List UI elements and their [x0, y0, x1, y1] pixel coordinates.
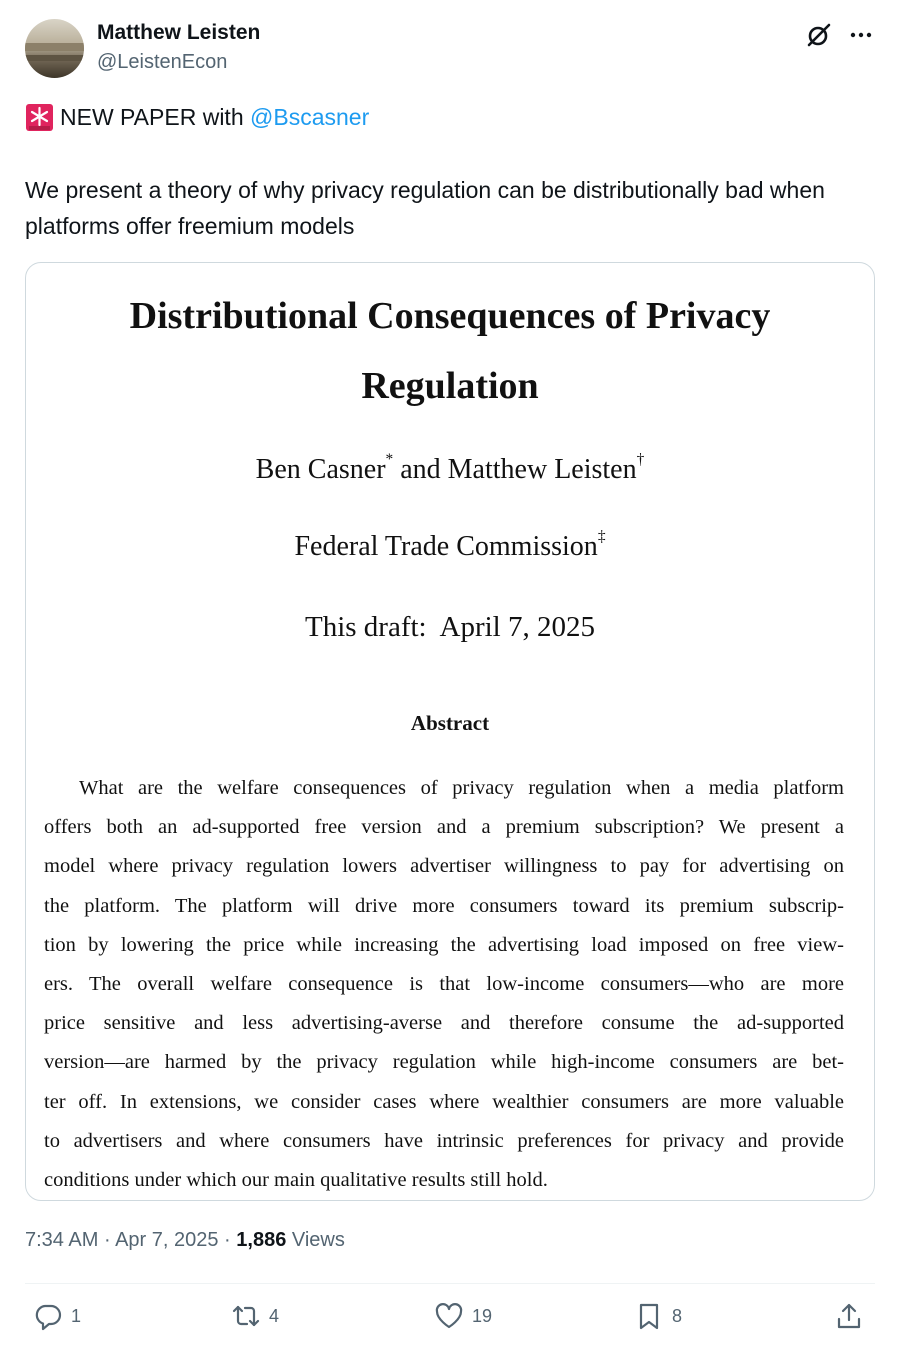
mention-link[interactable]: @Bscasner	[250, 104, 370, 130]
repost-button[interactable]	[231, 1301, 279, 1331]
bookmark-button[interactable]	[634, 1301, 682, 1331]
views-label: Views	[286, 1229, 345, 1251]
avatar[interactable]	[25, 19, 84, 78]
more-options-icon[interactable]	[848, 22, 874, 48]
abstract-line: conditions under which our main qualitative results still hold.	[44, 1169, 548, 1192]
abstract-line: version—are harmed by the privacy regulation while high-income consumers are bet-	[44, 1051, 844, 1074]
abstract-line: tion by lowering the price while increasing the advertising load imposed on free view-	[44, 933, 844, 956]
abstract-line: to advertisers and where consumers have intrinsic preferences for privacy and provide	[44, 1129, 844, 1152]
paper-authors: Ben Casner* and Matthew Leisten†	[255, 451, 645, 485]
paper-image-card[interactable]	[25, 262, 875, 1201]
post-intro-text: NEW PAPER with	[60, 104, 250, 130]
abstract-line: What are the welfare consequences of privacy regulation when a media platform	[79, 777, 844, 799]
separator-dot: ·	[98, 1229, 116, 1251]
post-date[interactable]: Apr 7, 2025	[115, 1229, 219, 1251]
share-icon	[834, 1301, 864, 1331]
paper-title: Distributional Consequences of Privacy Regulation	[129, 295, 771, 407]
separator-dot: ·	[218, 1229, 237, 1251]
abstract-heading: Abstract	[410, 711, 490, 735]
abstract-line: offers both an ad-supported free version and a premium subscription? We present a	[44, 816, 844, 839]
abstract-line: the platform. The platform will drive more consumers toward its premium subscrip-	[44, 894, 844, 917]
like-count: 19	[472, 1305, 493, 1326]
abstract-text	[44, 769, 844, 1200]
repost-count: 4	[269, 1305, 280, 1326]
like-button[interactable]	[434, 1301, 492, 1331]
bookmark-count: 8	[672, 1305, 683, 1326]
views-count: 1,886	[236, 1229, 287, 1251]
abstract-line: ter off. In extensions, we consider cases where wealthier consumers are more valuable	[44, 1090, 844, 1113]
avatar-photo-detail	[25, 55, 84, 61]
share-button[interactable]	[834, 1301, 872, 1331]
author-name[interactable]: Matthew Leisten	[97, 21, 261, 44]
paper-draft-date: This draft: April 7, 2025	[305, 611, 595, 643]
heart-icon	[434, 1301, 464, 1331]
avatar-photo-detail	[25, 43, 84, 51]
paper-affiliation: Federal Trade Commission‡	[294, 528, 606, 562]
siren-emoji-icon	[25, 103, 54, 132]
grok-icon[interactable]	[806, 22, 832, 48]
author-handle[interactable]: @LeistenEcon	[97, 51, 228, 73]
repost-icon	[231, 1301, 261, 1331]
post-body: We present a theory of why privacy regulation can be distributionally bad when platforms offer freemium models	[25, 177, 825, 239]
divider	[25, 1283, 875, 1284]
post-metadata	[25, 1229, 345, 1252]
post-time[interactable]: 7:34 AM	[25, 1229, 99, 1251]
abstract-line: ers. The overall welfare consequence is that low-income consumers—who are more	[44, 973, 844, 996]
post-headline	[25, 103, 369, 132]
reply-count: 1	[71, 1305, 82, 1326]
reply-icon	[33, 1301, 63, 1331]
bookmark-icon	[634, 1301, 664, 1331]
abstract-line: price sensitive and less advertising-averse and therefore consume the ad-supported	[44, 1012, 844, 1035]
reply-button[interactable]	[33, 1301, 81, 1331]
abstract-line: model where privacy regulation lowers advertiser willingness to pay for advertising on	[44, 855, 844, 878]
